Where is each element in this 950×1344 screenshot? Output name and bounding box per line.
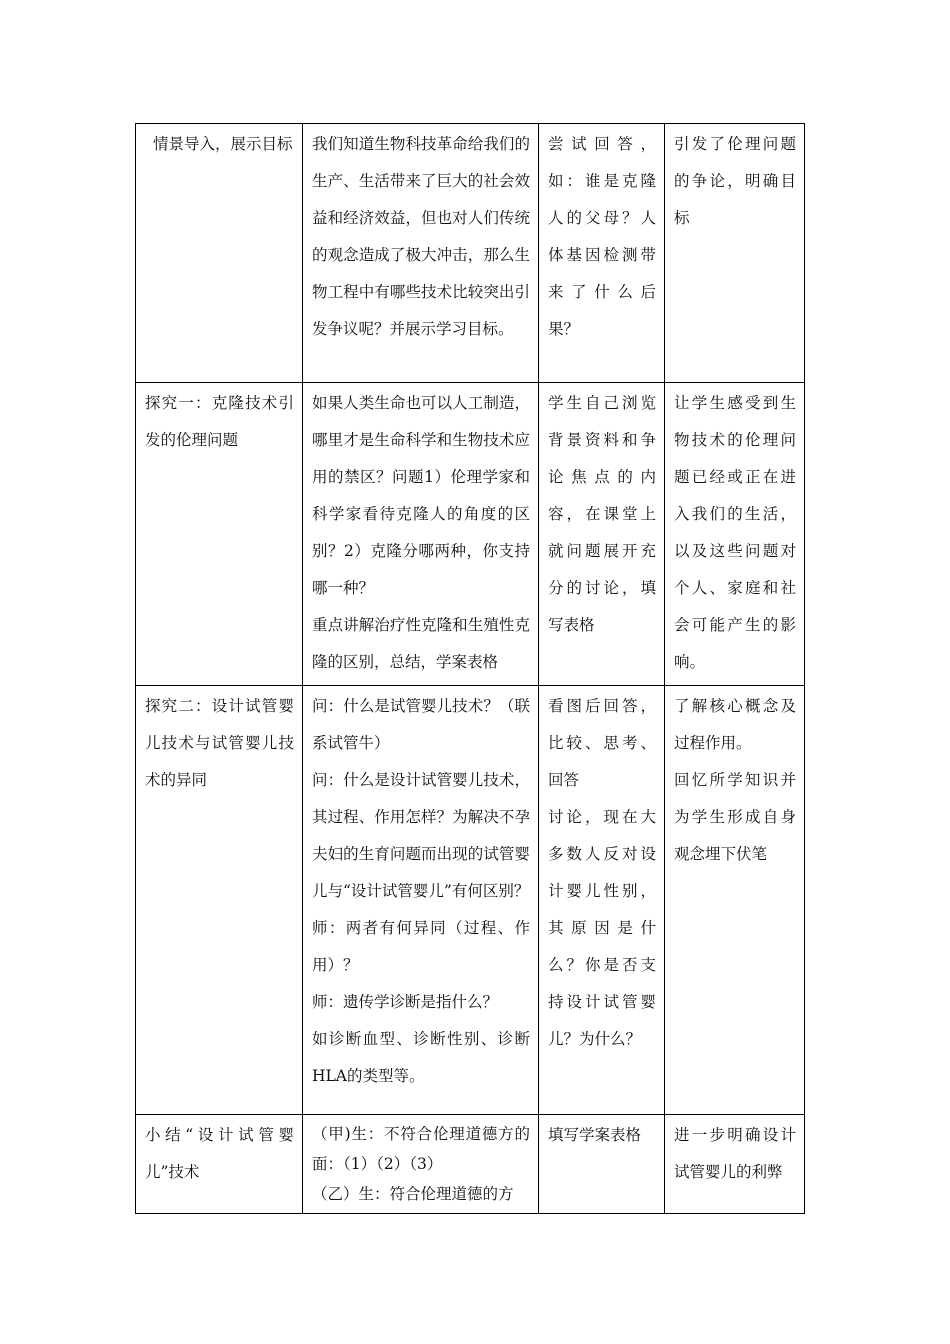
intent-cell — [665, 686, 805, 1115]
teacher-text: 师：遗传学诊断是指什么？ — [312, 993, 499, 1011]
intent-text: 让学生感受到生物技术的伦理问题已经或正在进入我们的生活，以及这些问题对个人、家庭和社会可能产生的影响。 — [674, 394, 796, 671]
table-row — [136, 124, 805, 383]
table-row — [136, 383, 805, 686]
intent-cell — [665, 1115, 805, 1214]
student-cell — [539, 686, 665, 1115]
student-cell — [539, 124, 665, 383]
intent-text: 回忆所学知识并为学生形成自身观念埋下伏笔 — [674, 771, 796, 863]
teacher-text: 问：什么是设计试管婴儿技术，其过程、作用怎样？为解决不孕夫妇的生育问题而出现的试管婴儿与“设计试管婴儿”有何区别？ — [312, 771, 530, 900]
stage-text: 探究一：克隆技术引发的伦理问题 — [145, 394, 294, 449]
student-cell — [539, 1115, 665, 1214]
student-cell — [539, 383, 665, 686]
teacher-text: 如果人类生命也可以人工制造，哪里才是生命科学和生物技术应用的禁区？问题1）伦理学家和科学家看待克隆人的角度的区别？2）克隆分哪两种，你支持哪一种？ — [312, 394, 530, 597]
teacher-cell — [303, 1115, 539, 1214]
stage-text: 探究二：设计试管婴儿技术与试管婴儿技术的异同 — [145, 697, 294, 789]
student-text: 看图后回答，比较、思考、回答 — [548, 697, 656, 789]
teacher-text: 师：两者有何异同（过程、作用）？ — [312, 919, 530, 974]
table-row — [136, 1115, 805, 1214]
teacher-cell — [303, 686, 539, 1115]
teacher-text: 如诊断血型、诊断性别、诊断HLA的类型等。 — [312, 1030, 530, 1085]
intent-text: 引发了伦理问题的争论，明确目标 — [674, 135, 796, 227]
table-row — [136, 686, 805, 1115]
stage-text: 情景导入，展示目标 — [153, 135, 293, 153]
lesson-plan-table — [135, 123, 805, 1214]
student-text: 填写学案表格 — [548, 1126, 642, 1144]
teacher-text: 重点讲解治疗性克隆和生殖性克隆的区别，总结，学案表格 — [312, 616, 530, 671]
stage-cell — [136, 686, 303, 1115]
intent-text: 进一步明确设计试管婴儿的利弊 — [674, 1126, 796, 1181]
stage-cell — [136, 1115, 303, 1214]
teacher-cell — [303, 383, 539, 686]
student-text: 讨论，现在大多数人反对设计婴儿性别，其原因是什么？你是否支持设计试管婴儿？为什么？ — [548, 808, 656, 1048]
teacher-text: （乙）生：符合伦理道德的方 — [312, 1185, 514, 1203]
intent-cell — [665, 383, 805, 686]
intent-text: 了解核心概念及过程作用。 — [674, 697, 796, 752]
stage-cell — [136, 124, 303, 383]
teacher-text: （甲)生：不符合伦理道德方的面：（1）（2）（3） — [312, 1125, 530, 1173]
intent-cell — [665, 124, 805, 383]
teacher-text: 我们知道生物科技革命给我们的生产、生活带来了巨大的社会效益和经济效益，但也对人们传统的观念造成了极大冲击，那么生物工程中有哪些技术比较突出引发争议呢？并展示学习目标。 — [312, 135, 530, 338]
student-text: 尝试回答，如：谁是克隆人的父母？人体基因检测带来了什么后果？ — [548, 135, 656, 338]
teacher-cell — [303, 124, 539, 383]
stage-text: 小结“设计试管婴儿”技术 — [145, 1126, 294, 1181]
student-text: 学生自己浏览背景资料和争论焦点的内容，在课堂上就问题展开充分的讨论，填写表格 — [548, 394, 656, 634]
teacher-text: 问：什么是试管婴儿技术？（联系试管牛） — [312, 697, 530, 752]
stage-cell — [136, 383, 303, 686]
